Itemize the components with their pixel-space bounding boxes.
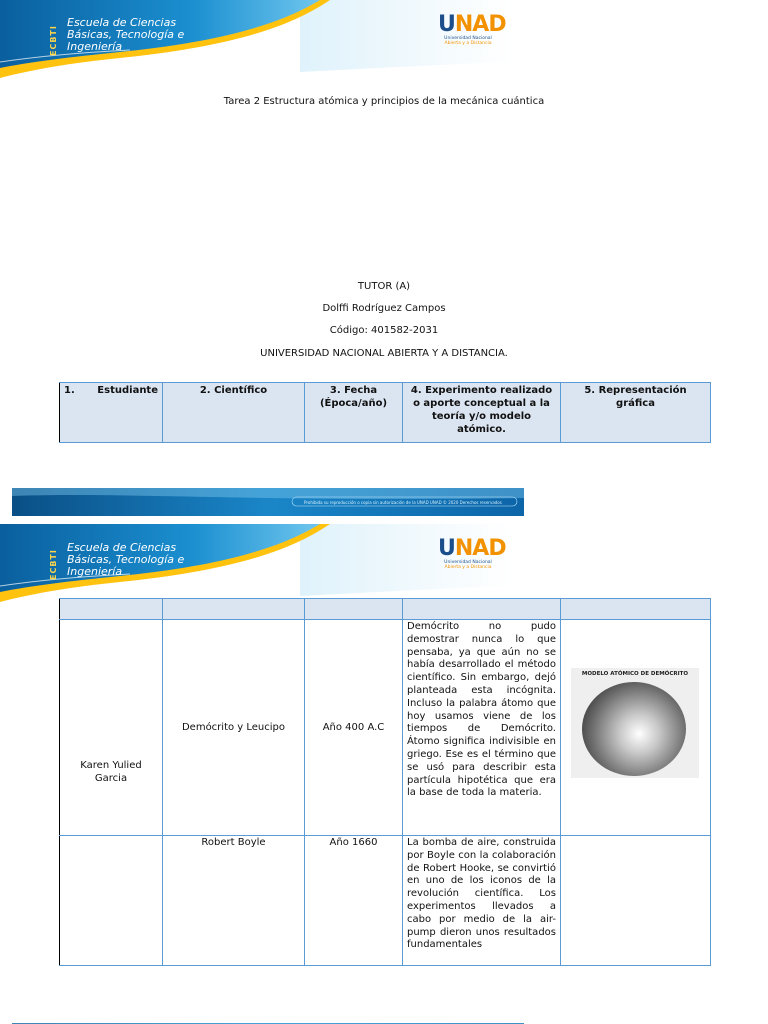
scientist-date: Año 1660: [329, 837, 378, 848]
cell-description: [403, 620, 561, 836]
unad-logo-sub1: Universidad Nacional: [444, 560, 492, 565]
ecbti-acronym: ECBTI: [49, 25, 58, 56]
school-name-line2: Básicas, Tecnología e: [67, 553, 185, 566]
unad-logo-word: UNAD: [438, 12, 506, 37]
scientist-date: Año 400 A.C: [322, 722, 385, 733]
school-name-line2: Básicas, Tecnología e: [67, 28, 185, 41]
cell-student: [60, 620, 163, 836]
header-scientist: 2. Científico: [163, 383, 305, 443]
page2-footer-band: [12, 1016, 524, 1024]
unad-logo: [438, 12, 506, 46]
democritus-atom-figure: [571, 668, 699, 778]
header-graphic: 5. Representación gráfica: [561, 383, 711, 443]
school-name: [67, 542, 184, 578]
unad-logo-sub2: Abierta y a Distancia: [444, 565, 492, 570]
page1-footer-band: [12, 488, 524, 516]
tutor-label: TUTOR (A): [357, 281, 411, 292]
school-name-line1: Escuela de Ciencias: [67, 541, 177, 554]
unad-logo: [438, 536, 506, 570]
header-date: 3. Fecha (Época/año): [305, 383, 403, 443]
header-contribution: 4. Experimento realizado o aporte conceptual a la teoría y/o modelo atómico.: [403, 383, 561, 443]
scientist-name: Demócrito y Leucipo: [181, 722, 286, 733]
cell-date: [305, 620, 403, 836]
scientists-table-header: [59, 382, 711, 443]
cell-description: [403, 836, 561, 966]
cell-scientist: [163, 836, 305, 966]
tutor-name: Dolffi Rodríguez Campos: [322, 303, 446, 314]
unad-logo-word: UNAD: [438, 536, 506, 561]
footer-notice: Prohibida su reproducción o copia sin autorización de la UNAD UNAD © 2020 Derechos reservados: [304, 500, 502, 505]
cell-scientist: [163, 620, 305, 836]
table-row: [60, 836, 711, 966]
cell-date: [305, 836, 403, 966]
ecbti-acronym: ECBTI: [49, 549, 58, 580]
table-row-spacer: [60, 599, 711, 620]
scientist-name: Robert Boyle: [201, 837, 266, 848]
page1-header-band: [0, 0, 512, 80]
header-student: 1. Estudiante: [60, 383, 163, 443]
unad-logo-sub2: Abierta y a Distancia: [444, 41, 492, 46]
scientists-table: [59, 598, 711, 966]
school-name: [67, 17, 184, 53]
cell-student: [60, 836, 163, 966]
page2-header-band: [0, 524, 512, 604]
atom-figure-title: MODELO ATÓMICO DE DEMÓCRITO: [581, 671, 689, 677]
student-name: Karen Yulied Garcia: [80, 760, 142, 784]
contribution-text: La bomba de aire, construida por Boyle con la colaboración de Robert Hooke, se convirtió en uno de los iconos de la revolución científica. Los experimentos llevados a cabo por medio de la air-pump dieron unos resultados fundamentales: [407, 837, 556, 951]
atom-sphere: [582, 682, 686, 776]
school-name-line3: Ingeniería: [67, 565, 123, 578]
contribution-text: Demócrito no pudo demostrar nunca lo que pensaba, ya que aún no se había desarrollado el método científico. Sin embargo, dejó planteada esta incógnita. Incluso la palabra átomo que hoy usamos viene de los tiempos de Demócrito. Átomo significa indivisible en griego. Ese es el término que se usó para describir esta partícula hipotética que era la base de toda la materia.: [407, 621, 556, 799]
unad-logo-sub1: Universidad Nacional: [444, 36, 492, 41]
cell-graphic: [561, 836, 711, 966]
school-name-line1: Escuela de Ciencias: [67, 16, 177, 29]
school-name-line3: Ingeniería: [67, 40, 123, 53]
document-title: Tarea 2 Estructura atómica y principios de la mecánica cuántica: [223, 96, 545, 107]
course-code: Código: 401582-2031: [329, 325, 439, 336]
university-name: UNIVERSIDAD NACIONAL ABIERTA Y A DISTANCIA.: [260, 348, 508, 359]
